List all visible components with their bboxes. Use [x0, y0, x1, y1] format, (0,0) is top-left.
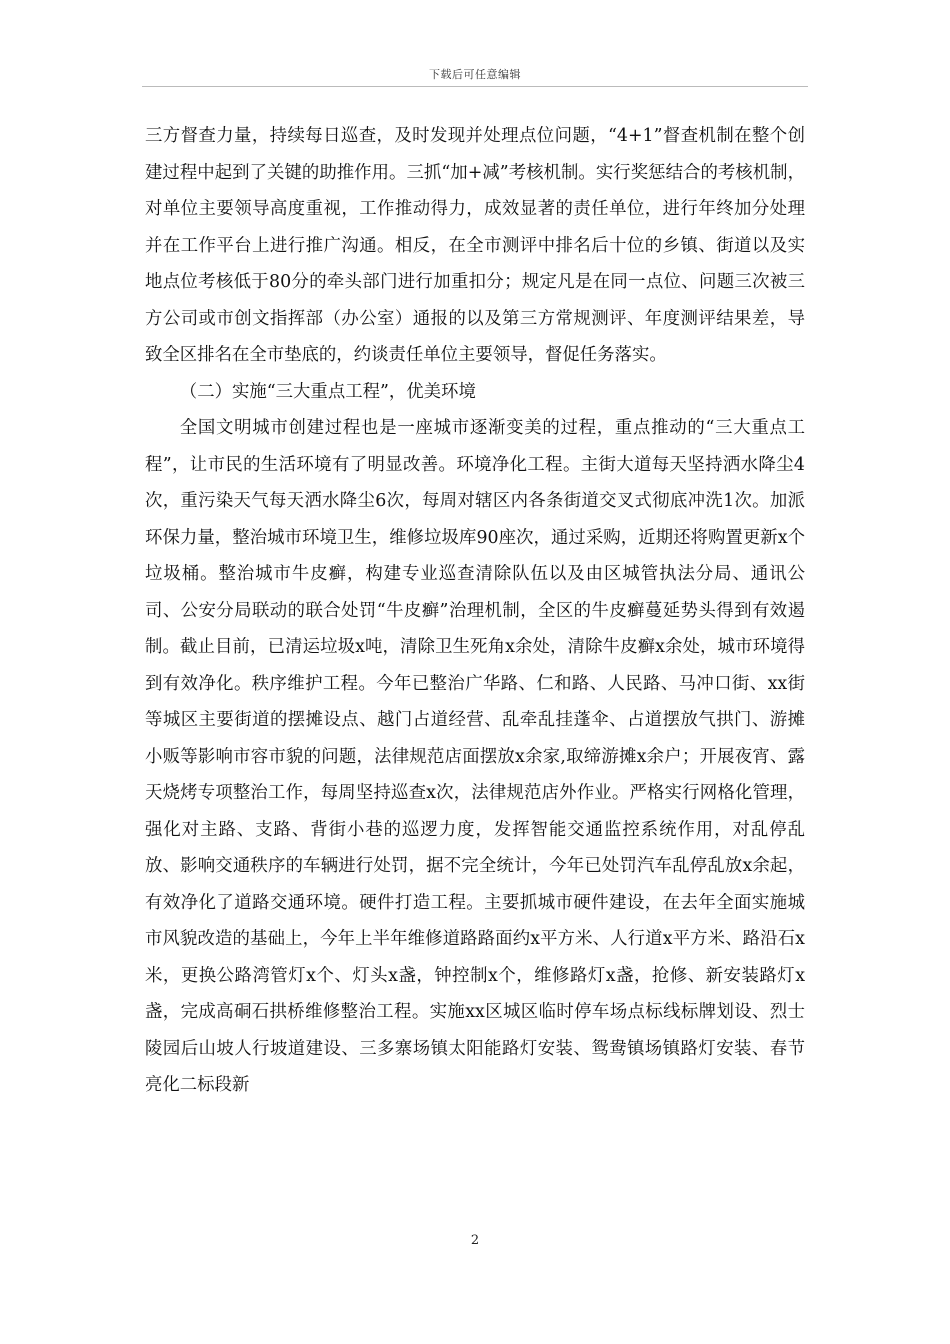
document-body [145, 118, 805, 1104]
header-divider [142, 86, 808, 87]
body-paragraph: 全国文明城市创建过程也是一座城市逐渐变美的过程，重点推动的“三大重点工程”，让市民的生活环境有了明显改善。环境净化工程。主街大道每天坚持洒水降尘4次，重污染天气每天洒水降尘6次，每周对辖区内各条街道交叉式彻底冲洗1次。加派环保力量，整治城市环境卫生，维修垃圾库90座次，通过采购，近期还将购置更新x个垃圾桶。整治城市牛皮癣，构建专业巡查清除队伍以及由区城管执法分局、通讯公司、公安分局联动的联合处罚“牛皮癣”治理机制，全区的牛皮癣蔓延势头得到有效遏制。截止目前，已清运垃圾x吨，清除卫生死角x余处，清除牛皮癣x余处，城市环境得到有效净化。秩序维护工程。今年已整治广华路、仁和路、人民路、马冲口街、xx街等城区主要街道的摆摊设点、越门占道经营、乱牵乱挂蓬伞、占道摆放气拱门、游摊小贩等影响市容市貌的问题，法律规范店面摆放x余家,取缔游摊x余户；开展夜宵、露天烧烤专项整治工作，每周坚持巡查x次，法律规范店外作业。严格实行网格化管理，强化对主路、支路、背街小巷的巡逻力度，发挥智能交通监控系统作用，对乱停乱放、影响交通秩序的车辆进行处罚，据不完全统计，今年已处罚汽车乱停乱放x余起，有效净化了道路交通环境。硬件打造工程。主要抓城市硬件建设，在去年全面实施城市风貌改造的基础上，今年上半年维修道路路面约x平方米、人行道x平方米、路沿石x米，更换公路湾管灯x个、灯头x盏，钟控制x个，维修路灯x盏，抢修、新安装路灯x盏，完成高硐石拱桥维修整治工程。实施xx区城区临时停车场点标线标牌划设、烈士陵园后山坡人行坡道建设、三多寨场镇太阳能路灯安装、鸳鸯镇场镇路灯安装、春节亮化二标段新 [145, 418, 805, 1095]
body-paragraph: 三方督查力量，持续每日巡查，及时发现并处理点位问题，“4+1”督查机制在整个创建过程中起到了关键的助推作用。三抓“加+减”考核机制。实行奖惩结合的考核机制，对单位主要领导高度重视，工作推动得力，成效显著的责任单位，进行年终加分处理并在工作平台上进行推广沟通。相反，在全市测评中排名后十位的乡镇、街道以及实地点位考核低于80分的牵头部门进行加重扣分；规定凡是在同一点位、问题三次被三方公司或市创文指挥部（办公室）通报的以及第三方常规测评、年度测评结果差，导致全区排名在全市垫底的，约谈责任单位主要领导，督促任务落实。 [145, 126, 805, 365]
section-heading: （二）实施“三大重点工程”，优美环境 [179, 381, 476, 402]
page-header: 下载后可任意编辑 [429, 68, 521, 81]
page-number: 2 [470, 1233, 480, 1248]
